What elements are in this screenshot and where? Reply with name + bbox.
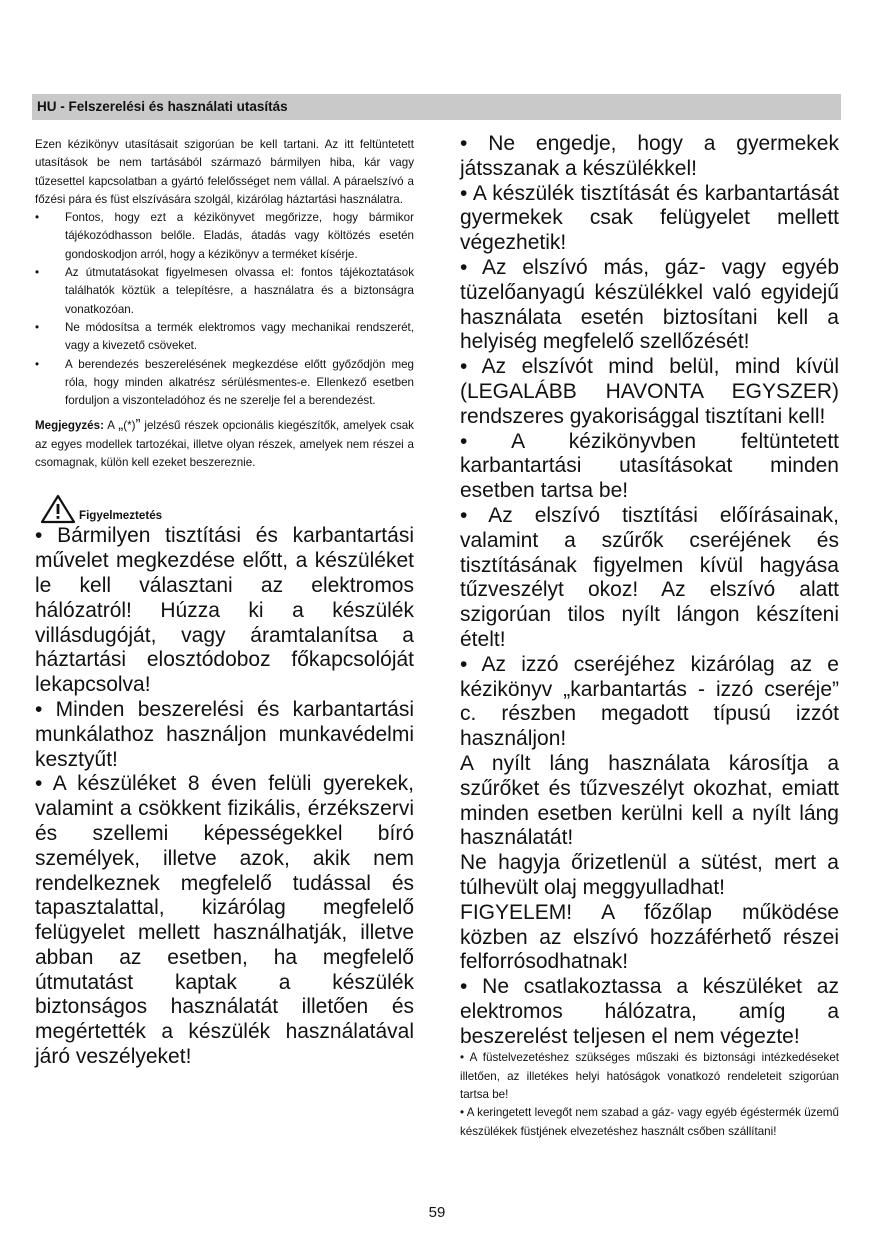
bullet-marker: • xyxy=(35,357,40,371)
safety-paragraph: • A kézikönyvben feltüntetett karbantartási utasításokat minden esetben tartsa be! xyxy=(460,429,839,503)
note-paragraph xyxy=(35,416,414,472)
intro-bullet-list xyxy=(35,209,414,410)
section-title: HU - Felszerelési és használati utasítás xyxy=(37,99,288,114)
bullet-marker: • xyxy=(35,266,40,280)
safety-paragraph: • Az elszívó más, gáz- vagy egyéb tüzelőanyagú készülékkel való egyidejű használata esetén biztosítani kell a helyiség megfelelő szellőzését! xyxy=(460,255,839,354)
warning-triangle-icon xyxy=(40,494,76,529)
page-number: 59 xyxy=(428,1204,446,1221)
ventilation-note: • A keringetett levegőt nem szabad a gáz- vagy egyéb égéstermék üzemű készülékek füstjének elvezetéshez használt csőben szállítani! xyxy=(460,1106,839,1138)
list-item-text: Az útmutatásokat figyelmesen olvassa el: fontos tájékoztatások találhatók köztük a telepítésre, a használatra és a biztonságra vonatkozóan. xyxy=(65,266,414,316)
note-quote-open: „ xyxy=(118,416,124,434)
safety-paragraph: • Az elszívót mind belül, mind kívül (LEGALÁBB HAVONTA EGYSZER) rendszeres gyakorisággal tisztítani kell! xyxy=(460,355,839,428)
safety-paragraph: • Ne engedje, hogy a gyermekek játsszanak a készülékkel! xyxy=(460,132,839,180)
right-column xyxy=(460,132,839,1141)
safety-paragraph: Ne hagyja őrizetlenül a sütést, mert a túlhevült olaj meggyulladhat! xyxy=(460,851,839,899)
list-item xyxy=(35,209,414,264)
intro-paragraph: Ezen kézikönyv utasításait szigorúan be kell tartani. Az itt feltüntetett utasítások be nem tartásából származó bármilyen hiba, kár vagy tűzesettel kapcsolatban a gyártó felelősséget nem vállal. A páraelszívó a főzési pára és füst elszívására szolgál, kizárólag háztartási használatra. xyxy=(35,138,414,206)
warning-heading xyxy=(35,494,414,524)
list-item xyxy=(35,264,414,319)
warning-paragraph: • A készüléket 8 éven felüli gyerekek, valamint a csökkent fizikális, érzékszervi és szellemi képességekkel bíró személyek, illetve azok, akik nem rendelkeznek megfelelő tudással és tapasztalattal, kizárólag megfelelő felügyelet mellett használhatják, illetve abban az esetben, ha megfelelő útmutatást kaptak a készülék biztonságos használatát illetően és megértették a készülék használatával járó veszélyeket! xyxy=(35,772,414,1069)
safety-paragraph: • Az izzó cseréjéhez kizárólag az e kézikönyv „karbantartás - izzó cseréje” c. részben megadott típusú izzót használjon! xyxy=(460,652,839,751)
safety-paragraph: • Ne csatlakoztassa a készüléket az elektromos hálózatra, amíg a beszerelést teljesen el nem végezte! xyxy=(460,975,839,1048)
safety-paragraph: FIGYELEM! A főzőlap működése közben az elszívó hozzáférhető részei felforrósodhatnak! xyxy=(460,900,839,974)
left-column xyxy=(35,136,414,1070)
safety-paragraph: • Az elszívó tisztítási előírásainak, valamint a szűrők cseréjének és tisztításának figyelmen kívül hagyása tűzveszélyt okoz! Az elszívó alatt szigorúan tilos nyílt lángon készíteni ételt! xyxy=(460,503,839,651)
list-item-text: A berendezés beszerelésének megkezdése előtt győződjön meg róla, hogy minden alkatrész sérülésmentes-e. Ellenkező esetben forduljon a viszonteladóhoz és ne szerelje fel a berendezést. xyxy=(65,357,414,408)
list-item xyxy=(35,319,414,356)
list-item-text: Fontos, hogy ezt a kézikönyvet megőrizze, hogy bármikor tájékozódhasson belőle. Eladás, átadás vagy költözés esetén gondoskodjon arról, hogy a kézikönyv a terméket kísérje. xyxy=(65,211,414,261)
note-text: jelzésű részek opcionális kiegészítők, amelyek csak az egyes modellek tartozékai, illetve olyan részek, amelyek nem részei a csomagnak, külön kell ezeket beszereznie. xyxy=(35,419,414,470)
bullet-marker: • xyxy=(35,320,40,334)
ventilation-note: • A füstelvezetéshez szükséges műszaki és biztonsági intézkedéseket illetően, az illetékes helyi hatóságok vonatkozó rendeleteit szigorúan tartsa be! xyxy=(460,1051,839,1102)
note-prefix: A xyxy=(107,419,115,433)
warning-paragraph: • Bármilyen tisztítási és karbantartási művelet megkezdése előtt, a készüléket le kell választani az elektromos hálózatról! Húzza ki a készülék villásdugóját, vagy áramtalanítsa a háztartási elosztódoboz főkapcsolóját lekapcsolva! xyxy=(35,524,414,697)
warning-paragraph: • Minden beszerelési és karbantartási munkálathoz használjon munkavédelmi kesztyűt! xyxy=(35,697,414,771)
section-header-bar xyxy=(32,94,841,120)
safety-paragraph: • A készülék tisztítását és karbantartását gyermekek csak felügyelet mellett végezhetik! xyxy=(460,181,839,255)
note-label: Megjegyzés: xyxy=(35,419,104,433)
safety-paragraph: A nyílt láng használata károsítja a szűrőket és tűzveszélyt okozhat, emiatt minden esetben kerülni kell a nyílt láng használatát! xyxy=(460,751,839,850)
bullet-marker: • xyxy=(35,211,40,225)
warning-label: Figyelmeztetés xyxy=(79,509,163,523)
note-symbol: (*) xyxy=(123,419,136,433)
list-item-text: Ne módosítsa a termék elektromos vagy mechanikai rendszerét, vagy a kivezető csöveket. xyxy=(65,320,414,353)
note-quote-close: ” xyxy=(135,416,141,434)
list-item xyxy=(35,356,414,411)
